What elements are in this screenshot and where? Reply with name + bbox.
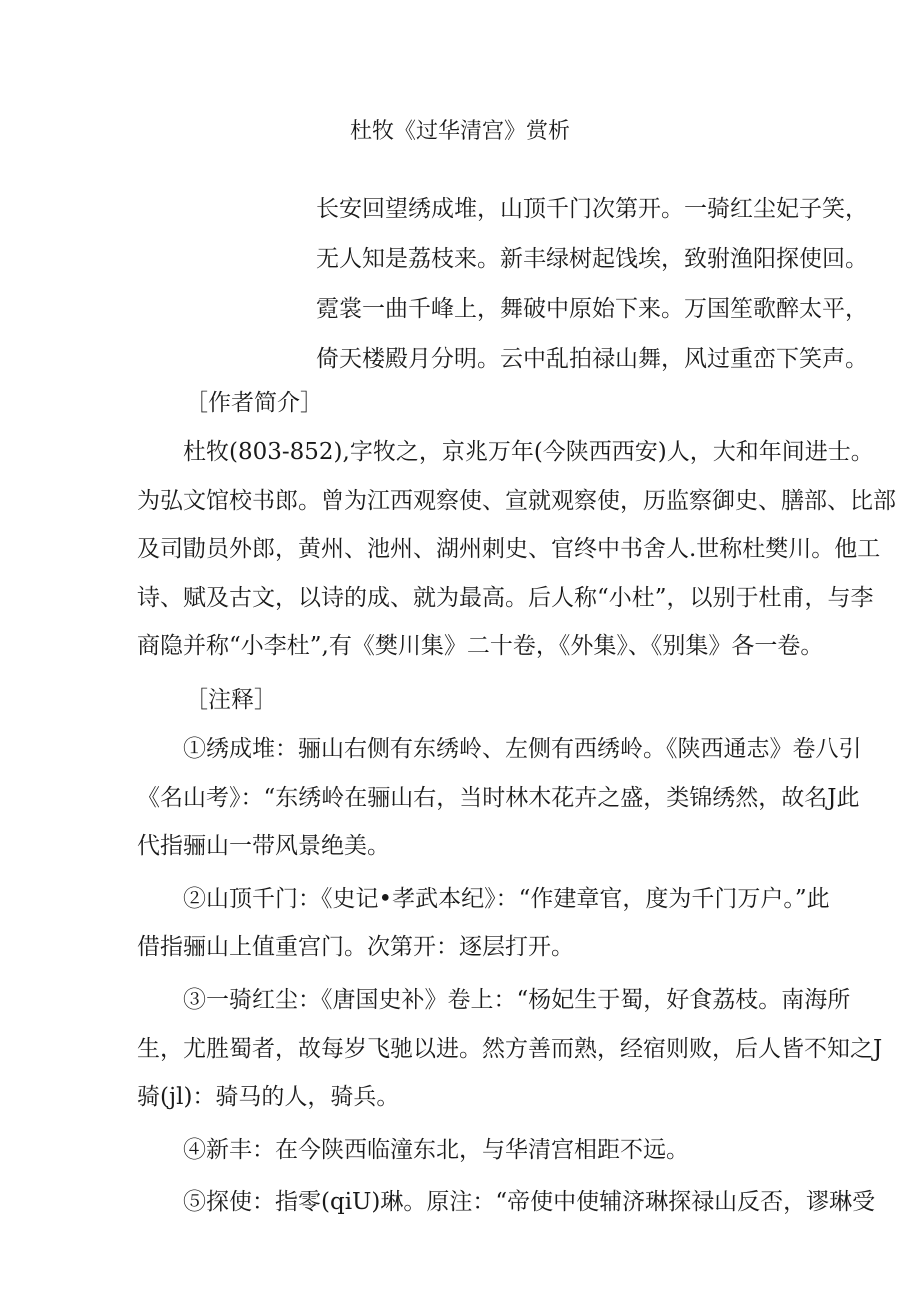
note-line: ①绣成堆：骊山右侧有东绣岭、左侧有西绣岭。《陕西通志》卷八引 [183, 735, 862, 762]
note-line: 生，尤胜蜀者，故每岁飞驰以进。然方善而熟，经宿则败，后人皆不知之J [137, 1035, 883, 1062]
poem-line: 霓裳一曲千峰上，舞破中原始下来。万国笙歌醉太平， [316, 296, 868, 322]
note-item [137, 875, 830, 972]
note-item [137, 1126, 797, 1175]
note-item [137, 976, 883, 1122]
author-section-heading: ［作者简介］ [185, 390, 323, 416]
document-title: 杜牧《过华清宫》赏析 [349, 119, 570, 144]
paragraph-line: 诗、赋及古文，以诗的成、就为最高。后人称“小杜”，以别于杜甫，与李 [137, 584, 874, 611]
note-item [137, 725, 862, 871]
poem-line: 长安回望绣成堆，山顶千门次第开。一骑红尘妃子笑， [316, 196, 868, 222]
note-line: 借指骊山上值重宫门。次第开：逐层打开。 [137, 934, 574, 961]
author-paragraph [137, 428, 896, 671]
paragraph-line: 及司勖员外郎，黄州、池州、湖州刺史、官终中书舍人.世称杜樊川。他工 [137, 536, 881, 563]
note-line: 代指骊山一带风景绝美。 [137, 833, 390, 860]
note-line: 骑(jl)：骑马的人，骑兵。 [137, 1084, 400, 1111]
note-line: ②山顶千门：《史记•孝武本纪》：“作建章官，度为千门万户。”此 [183, 885, 830, 912]
poem-block [316, 184, 868, 384]
note-line: ⑤探使：指零(qiU)琳。原注：“帝使中使辅济琳探禄山反否，谬琳受 [183, 1189, 876, 1216]
note-line: 《名山考》：“东绣岭在骊山右，当时林木花卉之盛，类锦绣然，故名J此 [137, 784, 860, 811]
paragraph-line: 商隐并称“小李杜”,有《樊川集》二十卷，《外集》、《别集》各一卷。 [137, 633, 824, 660]
paragraph-line: 杜牧(803-852),字牧之，京兆万年(今陕西西安)人，大和年间进士。 [183, 439, 874, 465]
poem-line: 无人知是荔枝来。新丰绿树起饯埃，致驸渔阳探使回。 [316, 246, 868, 272]
notes-section-heading: ［注释］ [185, 686, 277, 713]
note-line: ③一骑红尘：《唐国史补》卷上：“杨妃生于蜀，好食荔枝。南海所 [183, 986, 851, 1013]
document-body [137, 378, 896, 1227]
note-item [137, 1178, 876, 1227]
paragraph-line: 为弘文馆校书郎。曾为江西观察使、宣就观察使，历监察御史、膳部、比部 [137, 487, 896, 514]
poem-line: 倚天楼殿月分明。云中乱拍禄山舞，风过重峦下笑声。 [316, 346, 868, 372]
note-line: ④新丰：在今陕西临潼东北，与华清宫相距不远。 [183, 1136, 689, 1163]
